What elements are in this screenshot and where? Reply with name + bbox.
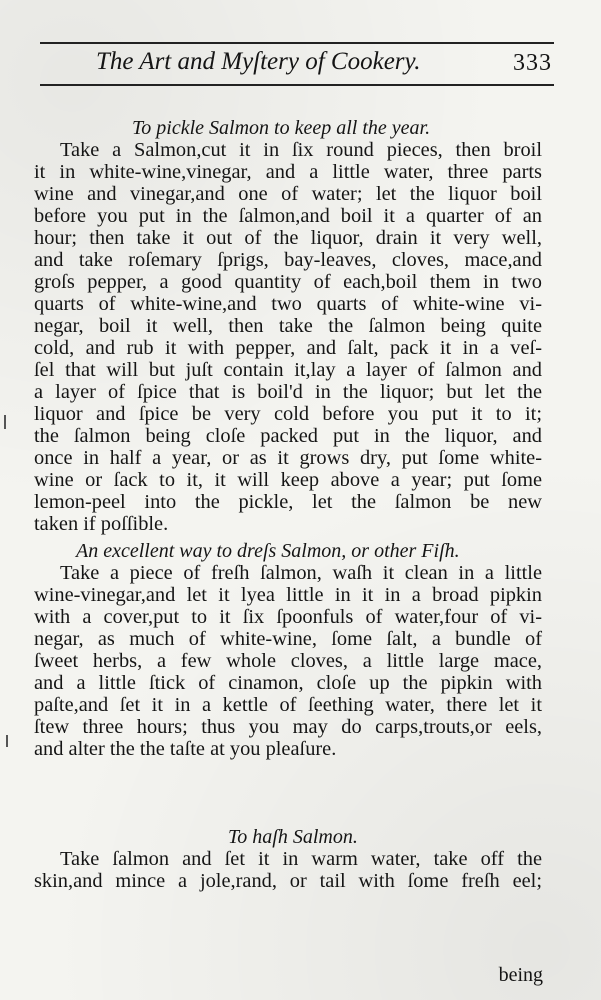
text-line: a layer of ſpice that is boil'd in the liquor; but let the [34, 381, 542, 403]
text-line: quarts of white-wine,and two quarts of white-wine vi- [34, 293, 542, 315]
text-line: before you put in the ſalmon,and boil it a quarter of an [34, 205, 542, 227]
text-line: with a cover,put to it ſix ſpoonfuls of water,four of vi- [34, 606, 542, 628]
text-line: Take a piece of freſh ſalmon, waſh it clean in a little [60, 562, 542, 584]
text-line: negar, as much of white-wine, ſome ſalt, a bundle of [34, 628, 542, 650]
text-line: wine-vinegar,and let it lyea little in it in a broad pipkin [34, 584, 542, 606]
text-line: and take roſemary ſprigs, bay-leaves, cloves, mace,and [34, 249, 542, 271]
text-line: Take a Salmon,cut it in ſix round pieces, then broil [60, 139, 542, 161]
text-line: ſtew three hours; thus you may do carps,trouts,or eels, [34, 716, 542, 738]
catchword: being [498, 964, 543, 986]
text-line: ſweet herbs, a few whole cloves, a little large mace, [34, 650, 542, 672]
text-line: Take ſalmon and ſet it in warm water, take off the [60, 848, 542, 870]
text-line: it in white-wine,vinegar, and a little water, three parts [34, 161, 542, 183]
margin-mark [4, 415, 6, 429]
text-line: cold, and rub it with pepper, and ſalt, pack it in a veſ- [34, 337, 542, 359]
margin-mark [6, 735, 8, 747]
text-line: groſs pepper, a good quantity of each,boil them in two [34, 271, 542, 293]
running-title: The Art and Myſtery of Cookery. [96, 48, 421, 75]
running-header [40, 48, 554, 82]
text-line: ſel that will but juſt contain it,lay a layer of ſalmon and [34, 359, 542, 381]
text-line: negar, boil it well, then take the ſalmon being quite [34, 315, 542, 337]
text-line: taken if poſſible. [34, 513, 169, 535]
recipe-title-dress-salmon: An excellent way to dreſs Salmon, or other Fiſh. [76, 540, 460, 562]
text-line: skin,and mince a jole,rand, or tail with ſome freſh eel; [34, 870, 542, 892]
recipe-title-pickle-salmon: To pickle Salmon to keep all the year. [132, 117, 431, 139]
text-line: paſte,and ſet it in a kettle of ſeething water, there let it [34, 694, 542, 716]
header-bottom-rule [40, 84, 554, 86]
text-line: wine and vinegar,and one of water; let the liquor boil [34, 183, 542, 205]
text-line: liquor and ſpice be very cold before you put it to it; [34, 403, 542, 425]
page-number: 333 [513, 50, 552, 76]
text-line: once in half a year, or as it grows dry, put ſome white- [34, 447, 542, 469]
text-line: the ſalmon being cloſe packed put in the liquor, and [34, 425, 542, 447]
text-line: hour; then take it out of the liquor, drain it very well, [34, 227, 542, 249]
text-line: and alter the the taſte at you pleaſure. [34, 738, 337, 760]
text-line: lemon-peel into the pickle, let the ſalmon be new [34, 491, 542, 513]
recipe-title-hash-salmon: To haſh Salmon. [228, 826, 358, 848]
text-line: and a little ſtick of cinamon, cloſe up the pipkin with [34, 672, 542, 694]
header-top-rule [40, 42, 554, 44]
text-line: wine or ſack to it, it will keep above a year; put ſome [34, 469, 542, 491]
